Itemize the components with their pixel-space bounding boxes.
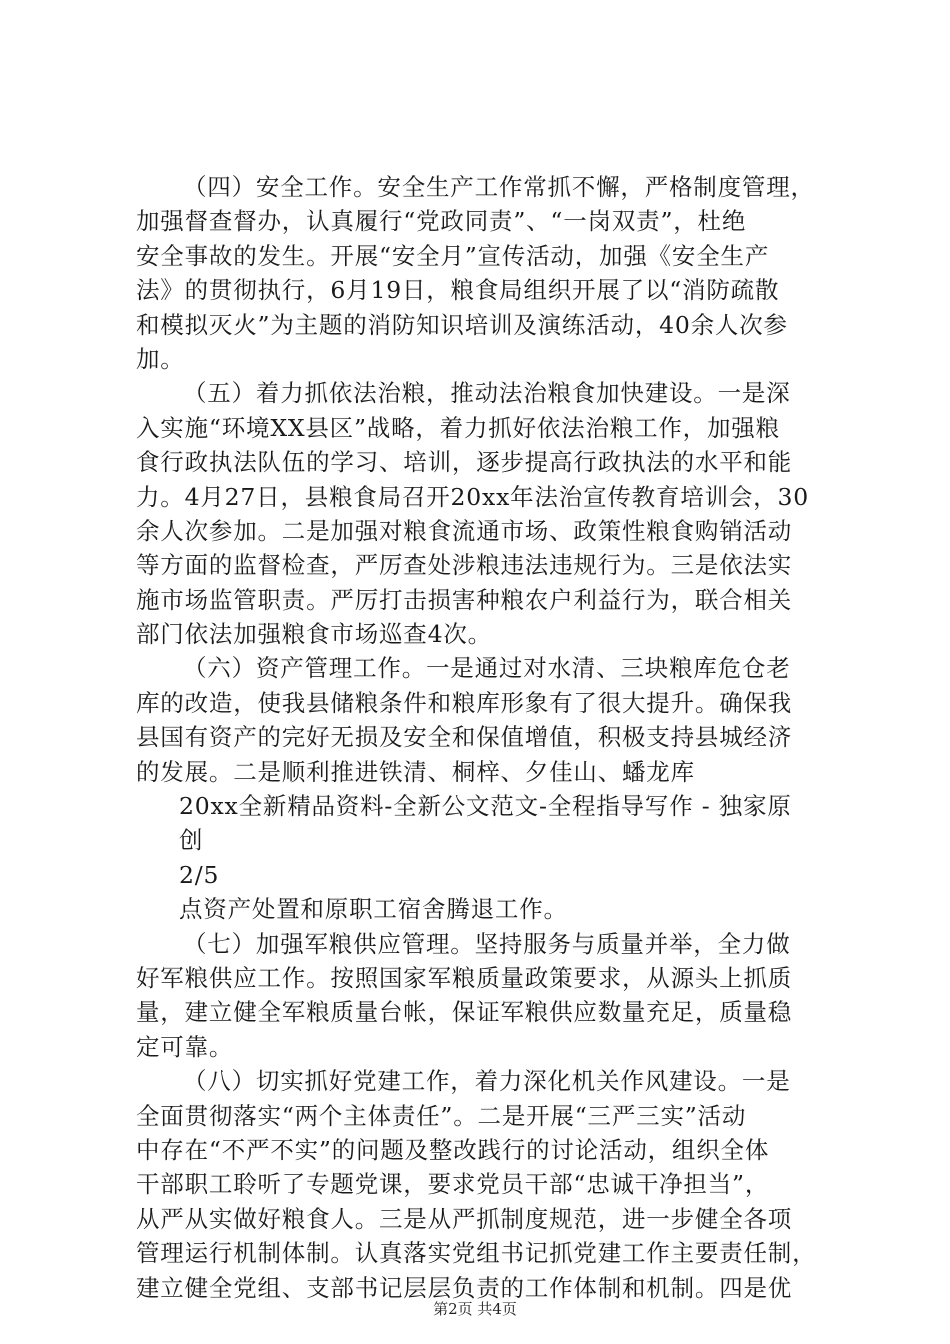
paragraph-line: （六）资产管理工作。一是通过对水清、三块粮库危仓老: [183, 654, 791, 683]
paragraph-line: 县国有资产的完好无损及安全和保值增值，积极支持县城经济: [136, 723, 793, 752]
paragraph-line: （四）安全工作。安全生产工作常抓不懈，严格制度管理，: [183, 173, 815, 201]
document-body: [136, 170, 836, 1305]
paragraph-line: 干部职工聆听了专题党课，要求党员干部“忠诚干净担当”，: [136, 1170, 770, 1199]
watermark-line: 20xx全新精品资料-全新公文范文-全程指导写作 - 独家原: [179, 792, 792, 821]
paragraph-line: 部门依法加强粮食市场巡查4次。: [136, 620, 492, 649]
paragraph-line: 施市场监管职责。严厉打击损害种粮农户利益行为，联合相关: [136, 585, 793, 614]
paragraph-line: 全面贯彻落实“两个主体责任”。二是开展“三严三实”活动: [136, 1101, 747, 1130]
page-number-label: 第2页 共4页: [433, 1300, 517, 1318]
paragraph-line: 加。: [136, 344, 185, 373]
paragraph-line: （八）切实抓好党建工作，着力深化机关作风建设。一是: [183, 1067, 791, 1096]
paragraph-line: 的发展。二是顺利推进铁清、桐梓、夕佳山、蟠龙库: [136, 757, 695, 786]
paragraph-line: 点资产处置和原职工宿舍腾退工作。: [179, 895, 568, 924]
paragraph-line: 食行政执法队伍的学习、培训，逐步提高行政执法的水平和能: [136, 448, 793, 477]
paragraph-line: 好军粮供应工作。按照国家军粮质量政策要求，从源头上抓质: [136, 963, 793, 992]
paragraph-line: 等方面的监督检查，严厉查处涉粮违法违规行为。三是依法实: [136, 551, 793, 580]
paragraph-line: 管理运行机制体制。认真落实党组书记抓党建工作主要责任制，: [136, 1239, 817, 1268]
page-fraction: 2/5: [179, 860, 220, 889]
paragraph-line: 从严从实做好粮食人。三是从严抓制度规范，进一步健全各项: [136, 1204, 793, 1233]
paragraph-line: 安全事故的发生。开展“安全月”宣传活动，加强《安全生产: [136, 241, 770, 270]
paragraph-line: 建立健全党组、支部书记层层负责的工作体制和机制。四是优: [136, 1273, 793, 1302]
paragraph-line: 中存在“不严不实”的问题及整改践行的讨论活动，组织全体: [136, 1135, 770, 1164]
paragraph-line: （七）加强军粮供应管理。坚持服务与质量并举，全力做: [183, 929, 791, 958]
paragraph-line: （五）着力抓依法治粮，推动法治粮食加快建设。一是深: [183, 379, 791, 408]
paragraph-line: 库的改造，使我县储粮条件和粮库形象有了很大提升。确保我: [136, 688, 793, 717]
page-footer: [0, 1298, 950, 1319]
paragraph-line: 力。4月27日，县粮食局召开20xx年法治宣传教育培训会，30: [136, 482, 809, 511]
paragraph-line: 加强督查督办，认真履行“党政同责”、“一岗双责”，杜绝: [136, 207, 747, 236]
paragraph-line: 法》的贯彻执行，6月19日，粮食局组织开展了以“消防疏散: [136, 276, 780, 305]
watermark-line: 创: [179, 826, 204, 855]
paragraph-line: 定可靠。: [136, 1032, 234, 1061]
paragraph-line: 余人次参加。二是加强对粮食流通市场、政策性粮食购销活动: [136, 516, 793, 545]
paragraph-line: 和模拟灭火”为主题的消防知识培训及演练活动，40余人次参: [136, 310, 788, 339]
paragraph-line: 量，建立健全军粮质量台帐，保证军粮供应数量充足，质量稳: [136, 998, 793, 1027]
paragraph-line: 入实施“环境XX县区”战略，着力抓好依法治粮工作，加强粮: [136, 413, 780, 442]
